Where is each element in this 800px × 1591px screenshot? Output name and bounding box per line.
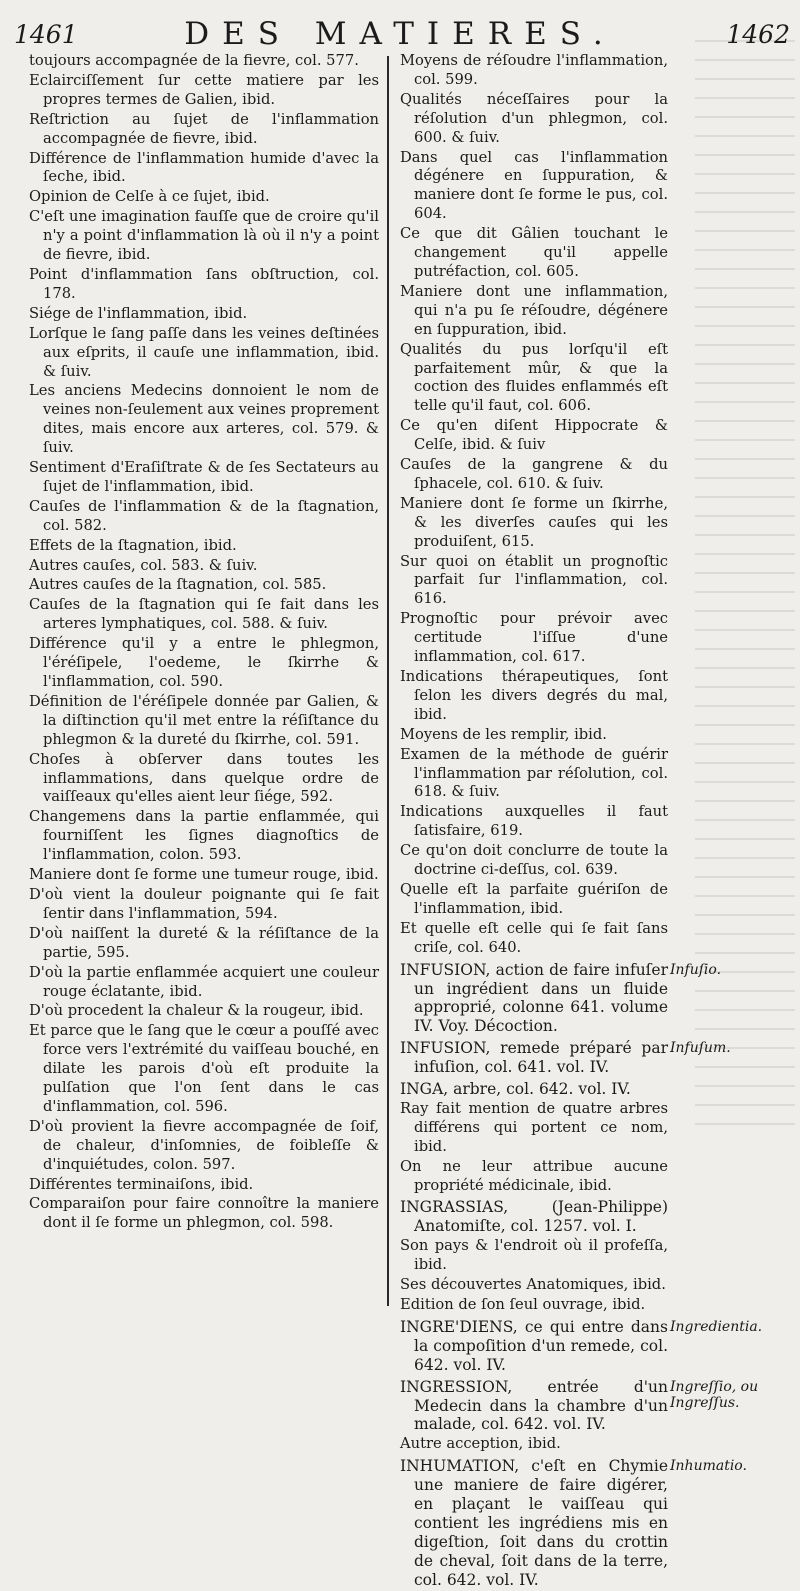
index-entry: Quelle eſt la parfaite guériſon de l'inflammation, ibid. xyxy=(400,880,668,917)
index-entry: Autres cauſes de la ſtagnation, col. 585. xyxy=(29,576,327,594)
index-entry: Ce qu'on doit conclurre de toute la doctrine ci-deſſus, col. 639. xyxy=(400,842,668,879)
index-entry: Examen de la méthode de guérir l'inflammation par réſolution, col. 618. & ſuiv. xyxy=(400,745,668,801)
index-entry: Cauſes de l'inflammation & de la ſtagnation, col. 582. xyxy=(29,497,379,534)
index-entry: Sur quoi on établit un prognoſtic parfait ſur l'inflammation, col. 616. xyxy=(400,552,668,608)
index-entry: Prognoſtic pour prévoir avec certitude l'iſſue d'une inflammation, col. 617. xyxy=(400,610,668,666)
index-entry: Opinion de Celſe à ce ſujet, ibid. xyxy=(29,188,270,206)
right-column xyxy=(400,52,668,1591)
index-headword-entry: INGRASSIAS, (Jean-Philippe) Anatomiſte, col. 1257. vol. I. xyxy=(400,1198,668,1236)
index-entry: D'où provient la fievre accompagnée de ſoif, de chaleur, d'inſomnies, de foibleſſe & d'inquiétudes, colon. 597. xyxy=(29,1117,379,1173)
index-entry: Différence qu'il y a entre le phlegmon, l'éréſipele, l'oedeme, le ſkirrhe & l'inflammation, col. 590. xyxy=(29,635,379,690)
index-entry: Ray fait mention de quatre arbres différens qui portent ce nom, ibid. xyxy=(400,1099,668,1155)
index-entry: Indications thérapeutiques, ſont ſelon les divers degrés du mal, ibid. xyxy=(400,668,668,723)
index-entry: Maniere dont une inflammation, qui n'a pu ſe réſoudre, dégénere en ſuppuration, ibid. xyxy=(400,282,668,338)
index-entry: D'où naiſſent la dureté & la réſiſtance de la partie, 595. xyxy=(29,924,379,961)
margin-notes xyxy=(670,0,795,1475)
index-entry: D'où procedent la chaleur & la rougeur, ibid. xyxy=(29,1002,364,1020)
index-entry: Les anciens Medecins donnoient le nom de veines non-ſeulement aux veines proprement dites, mais encore aux arteres, col. 579. & ſuiv. xyxy=(29,382,379,457)
index-headword-entry: INGA, arbre, col. 642. vol. IV. xyxy=(400,1080,631,1099)
index-headword-entry: INHUMATION, c'eſt en Chymie une maniere de faire digérer, en plaçant le vaiſſeau qui contient les ingrédiens mis en digeſtion, ſoit dans du crottin de cheval, ſoit dans de la terre, col. 642. vol. IV. xyxy=(400,1457,668,1589)
index-entry: Qualités du pus lorſqu'il eſt parfaitement mûr, & que la coction des fluides enflammés eſt telle qu'il faut, col. 606. xyxy=(400,340,668,415)
column-divider xyxy=(387,56,389,1306)
index-entry: Et parce que le ſang que le cœur a pouſſé avec force vers l'extrémité du vaiſſeau bouché, en dilate les parois d'où eſt produite la pulſation que l'on ſent dans le cas d'inflammation, col. 596. xyxy=(29,1022,379,1115)
index-entry: Maniere dont ſe forme une tumeur rouge, ibid. xyxy=(29,866,379,884)
index-entry: D'où la partie enflammée acquiert une couleur rouge éclatante, ibid. xyxy=(29,963,379,1000)
margin-note-infusum: Infuſum. xyxy=(670,1040,731,1057)
index-entry: On ne leur attribue aucune propriété médicinale, ibid. xyxy=(400,1157,668,1194)
index-entry: Dans quel cas l'inflammation dégénere en ſuppuration, & maniere dont ſe forme le pus, col. 604. xyxy=(400,148,668,223)
index-headword-entry: INGRESSION, entrée d'un Medecin dans la chambre d'un malade, col. 642. vol. IV. xyxy=(400,1377,668,1434)
index-entry: Différentes terminaiſons, ibid. xyxy=(29,1175,254,1193)
index-entry: toujours accompagnée de la fievre, col. 577. xyxy=(29,52,359,69)
index-entry: Ce qu'en diſent Hippocrate & Celſe, ibid. & ſuiv xyxy=(400,417,668,454)
index-entry: C'eſt une imagination fauſſe que de croire qu'il n'y a point d'inflammation là où il n'y a point de fievre, ibid. xyxy=(29,208,379,264)
index-entry: Choſes à obſerver dans toutes les inflammations, dans quelque ordre de vaiſſeaux qu'elles aient leur ſiége, 592. xyxy=(29,750,379,806)
index-entry: Edition de ſon ſeul ouvrage, ibid. xyxy=(400,1296,646,1313)
index-entry: Indications auxquelles il faut ſatisfaire, 619. xyxy=(400,803,668,840)
page-number-right: 1462 xyxy=(726,20,790,49)
index-entry: Son pays & l'endroit où il profeſſa, ibid. xyxy=(400,1237,668,1274)
index-entry: Maniere dont ſe forme un ſkirrhe, & les diverſes cauſes qui les produiſent, 615. xyxy=(400,494,668,550)
index-headword-entry: INFUSION, action de faire infuſer un ingrédient dans un fluide approprié, colonne 641. volume IV. Voy. Décoction. xyxy=(400,960,668,1036)
index-entry: D'où vient la douleur poignante qui ſe fait ſentir dans l'inflammation, 594. xyxy=(29,885,379,922)
index-entry: Qualités néceſſaires pour la réſolution d'un phlegmon, col. 600. & ſuiv. xyxy=(400,90,668,146)
index-entry: Autres cauſes, col. 583. & ſuiv. xyxy=(29,556,258,574)
index-entry: Point d'inflammation ſans obſtruction, col. 178. xyxy=(29,265,379,302)
index-entry: Ses découvertes Anatomiques, ibid. xyxy=(400,1276,666,1294)
index-entry: Différence de l'inflammation humide d'avec la ſeche, ibid. xyxy=(29,149,379,186)
index-entry: Moyens de les remplir, ibid. xyxy=(400,725,607,743)
left-column xyxy=(29,52,379,1234)
index-headword-entry: INGRE'DIENS, ce qui entre dans la compoſition d'un remede, col. 642. vol. IV. xyxy=(400,1317,668,1374)
margin-note-ingredientia: Ingredientia. xyxy=(670,1318,763,1335)
index-entry: Reſtriction au ſujet de l'inflammation accompagnée de fievre, ibid. xyxy=(29,110,379,147)
margin-note-ingressio: Ingreſſio, ou Ingreſſus. xyxy=(670,1378,759,1411)
index-headword-entry: INFUSION, remede préparé par infuſion, col. 641. vol. IV. xyxy=(400,1039,668,1077)
index-entry: Ce que dit Gâlien touchant le changement qu'il appelle putréfaction, col. 605. xyxy=(400,225,668,280)
index-entry: Et quelle eſt celle qui ſe fait ſans criſe, col. 640. xyxy=(400,919,668,956)
index-entry: Moyens de réſoudre l'inflammation, col. 599. xyxy=(400,52,668,88)
index-entry: Effets de la ſtagnation, ibid. xyxy=(29,536,237,554)
index-entry: Autre acception, ibid. xyxy=(400,1435,561,1453)
index-entry: Cauſes de la gangrene & du ſphacele, col. 610. & ſuiv. xyxy=(400,456,668,492)
index-entry: Sentiment d'Eraſiſtrate & de ſes Sectateurs au ſujet de l'inflammation, ibid. xyxy=(29,459,379,495)
index-entry: Lorſque le ſang paſſe dans les veines deſtinées aux eſprits, il cauſe une inflammation, ibid. & ſuiv. xyxy=(29,324,379,380)
running-title: DES MATIERES. xyxy=(184,16,616,52)
index-entry: Changemens dans la partie enflammée, qui fourniſſent les ſignes diagnoſtics de l'inflammation, colon. 593. xyxy=(29,808,379,864)
page-number-left: 1461 xyxy=(14,20,78,49)
index-entry: Comparaiſon pour faire connoître la maniere dont il ſe forme un phlegmon, col. 598. xyxy=(29,1195,379,1232)
index-entry: Définition de l'éréſipele donnée par Galien, & la diſtinction qu'il met entre la réſiſtance du phlegmon & la dureté du ſkirrhe, col. 591. xyxy=(29,692,379,748)
margin-note-inhumatio: Inhumatio. xyxy=(670,1458,747,1475)
margin-note-infusio: Infuſio. xyxy=(670,961,722,978)
index-entry: Eclairciſſement ſur cette matiere par les propres termes de Galien, ibid. xyxy=(29,71,379,108)
index-entry: Siége de l'inflammation, ibid. xyxy=(29,304,248,322)
index-entry: Cauſes de la ſtagnation qui ſe fait dans les arteres lymphatiques, col. 588. & ſuiv. xyxy=(29,596,379,633)
